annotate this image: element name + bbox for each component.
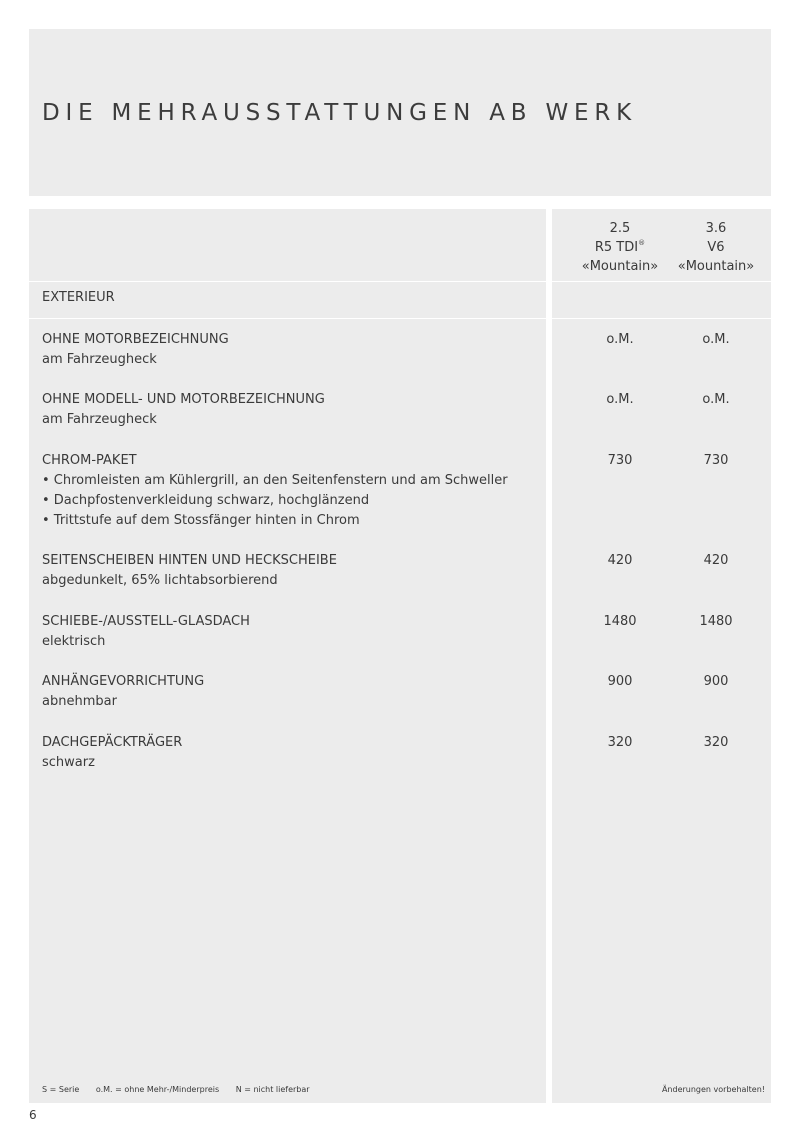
option-description: am Fahrzeugheck [42, 352, 157, 367]
legend-ohne-mehrpreis: o.M. = ohne Mehr-/Minderpreis [95, 1085, 220, 1094]
column-header-line1: 2.5 [609, 221, 631, 236]
page-number: 6 [29, 1108, 37, 1122]
column-header-r5-tdi [572, 219, 668, 276]
price-v6: 900 [703, 674, 729, 689]
option-bullet: • Chromleisten am Kühlergrill, an den Seitenfenstern und am Schweller [42, 473, 508, 488]
option-description: am Fahrzeugheck [42, 412, 157, 427]
price-r5-tdi: o.M. [606, 392, 634, 407]
option-description: abgedunkelt, 65% lichtabsorbierend [42, 573, 278, 588]
price-r5-tdi: 1480 [603, 614, 637, 629]
divider-section-left [29, 318, 546, 319]
column-header-v6 [668, 219, 764, 276]
option-row-ohne-motorbezeichnung [42, 330, 771, 370]
price-v6: 730 [703, 453, 729, 468]
option-title: CHROM-PAKET [42, 453, 137, 468]
option-row-chrom-paket [42, 451, 771, 531]
option-row-dachgepaecktraeger [42, 733, 771, 773]
option-title: SCHIEBE-/AUSSTELL-GLASDACH [42, 614, 250, 629]
price-v6: o.M. [702, 332, 730, 347]
header-box [29, 29, 771, 196]
option-title: ANHÄNGEVORRICHTUNG [42, 674, 205, 689]
price-r5-tdi: 900 [607, 674, 633, 689]
option-description: abnehmbar [42, 694, 117, 709]
price-r5-tdi: 320 [607, 735, 633, 750]
price-r5-tdi: 420 [607, 553, 633, 568]
price-v6: 320 [703, 735, 729, 750]
option-title: DACHGEPÄCKTRÄGER [42, 735, 183, 750]
price-r5-tdi: 730 [607, 453, 633, 468]
option-row-glasdach [42, 612, 771, 652]
option-row-seitenscheiben [42, 551, 771, 591]
divider-section-right [552, 318, 771, 319]
option-row-anhaengevorrichtung [42, 672, 771, 712]
column-header-line1: 3.6 [705, 221, 727, 236]
registered-mark: ® [638, 239, 646, 247]
column-header-line3: «Mountain» [677, 259, 755, 274]
divider-header-right [552, 281, 771, 282]
option-title: OHNE MODELL- UND MOTORBEZEICHNUNG [42, 392, 325, 407]
option-title: OHNE MOTORBEZEICHNUNG [42, 332, 229, 347]
option-row-ohne-modell-und-motorbezeichnung [42, 390, 771, 430]
price-r5-tdi: o.M. [606, 332, 634, 347]
price-v6: 420 [703, 553, 729, 568]
price-v6: o.M. [702, 392, 730, 407]
column-header-line2: V6 [707, 240, 725, 255]
page-title: DIE MEHRAUSSTATTUNGEN AB WERK [42, 100, 638, 127]
section-label-exterieur: EXTERIEUR [42, 290, 115, 305]
legend-nicht-lieferbar: N = nicht lieferbar [235, 1085, 310, 1094]
footer-note: Änderungen vorbehalten! [661, 1085, 765, 1094]
option-bullet: • Trittstufe auf dem Stossfänger hinten in Chrom [42, 513, 360, 528]
option-description: schwarz [42, 755, 95, 770]
column-header-line3: «Mountain» [581, 259, 659, 274]
price-v6: 1480 [699, 614, 733, 629]
divider-header-left [29, 281, 546, 282]
option-bullet: • Dachpfostenverkleidung schwarz, hochglänzend [42, 493, 370, 508]
option-title: SEITENSCHEIBEN HINTEN UND HECKSCHEIBE [42, 553, 337, 568]
option-description: elektrisch [42, 634, 106, 649]
footer-legend [42, 1085, 324, 1094]
legend-serie: S = Serie [42, 1085, 80, 1094]
column-header-line2: R5 TDI® [594, 239, 646, 255]
